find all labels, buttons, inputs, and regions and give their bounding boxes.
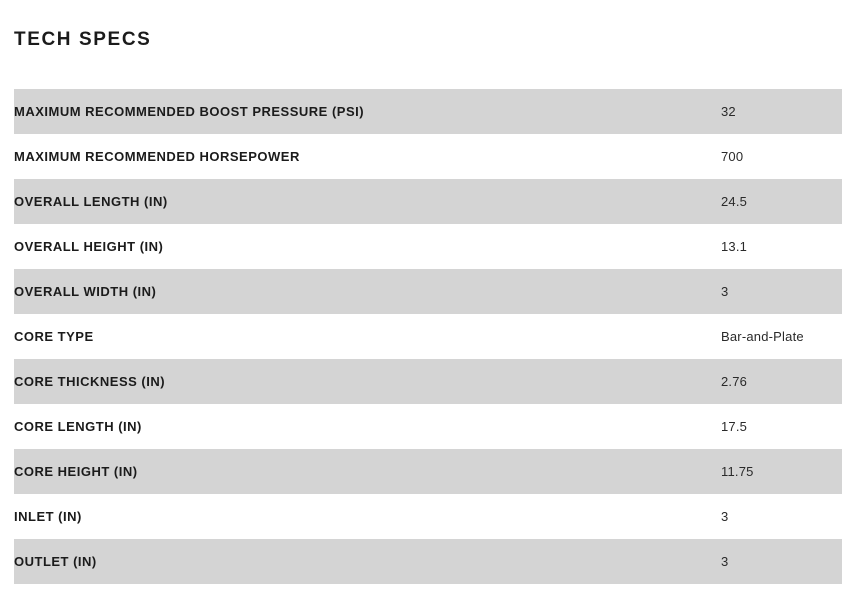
spec-value: 2.76 [721,374,748,389]
spec-label: CORE LENGTH (IN) [14,419,142,434]
table-row [14,449,842,494]
spec-label: OUTLET (IN) [14,554,97,569]
table-row [14,89,842,134]
spec-label: MAXIMUM RECOMMENDED HORSEPOWER [14,149,300,164]
spec-value: 32 [721,104,736,119]
spec-value: 11.75 [721,464,754,479]
tech-specs-table [14,89,842,584]
table-row [14,404,842,449]
spec-value: 700 [721,149,744,164]
spec-value: 13.1 [721,239,748,254]
spec-value: 24.5 [721,194,748,209]
table-row [14,224,842,269]
table-row [14,179,842,224]
spec-label: OVERALL HEIGHT (IN) [14,239,164,254]
spec-label: INLET (IN) [14,509,82,524]
table-row [14,269,842,314]
table-row [14,314,842,359]
spec-label: OVERALL WIDTH (IN) [14,284,157,299]
spec-value: Bar-and-Plate [721,329,804,344]
table-row [14,494,842,539]
spec-label: CORE THICKNESS (IN) [14,374,166,389]
tech-specs-table-body [14,89,842,584]
table-row [14,539,842,584]
spec-value: 3 [721,284,729,299]
spec-label: OVERALL LENGTH (IN) [14,194,168,209]
spec-value: 3 [721,509,729,524]
spec-value: 3 [721,554,729,569]
page-title: TECH SPECS [14,29,152,50]
spec-label: CORE TYPE [14,329,94,344]
spec-label: MAXIMUM RECOMMENDED BOOST PRESSURE (PSI) [14,104,365,119]
spec-label: CORE HEIGHT (IN) [14,464,138,479]
spec-value: 17.5 [721,419,748,434]
table-row [14,359,842,404]
table-row [14,134,842,179]
